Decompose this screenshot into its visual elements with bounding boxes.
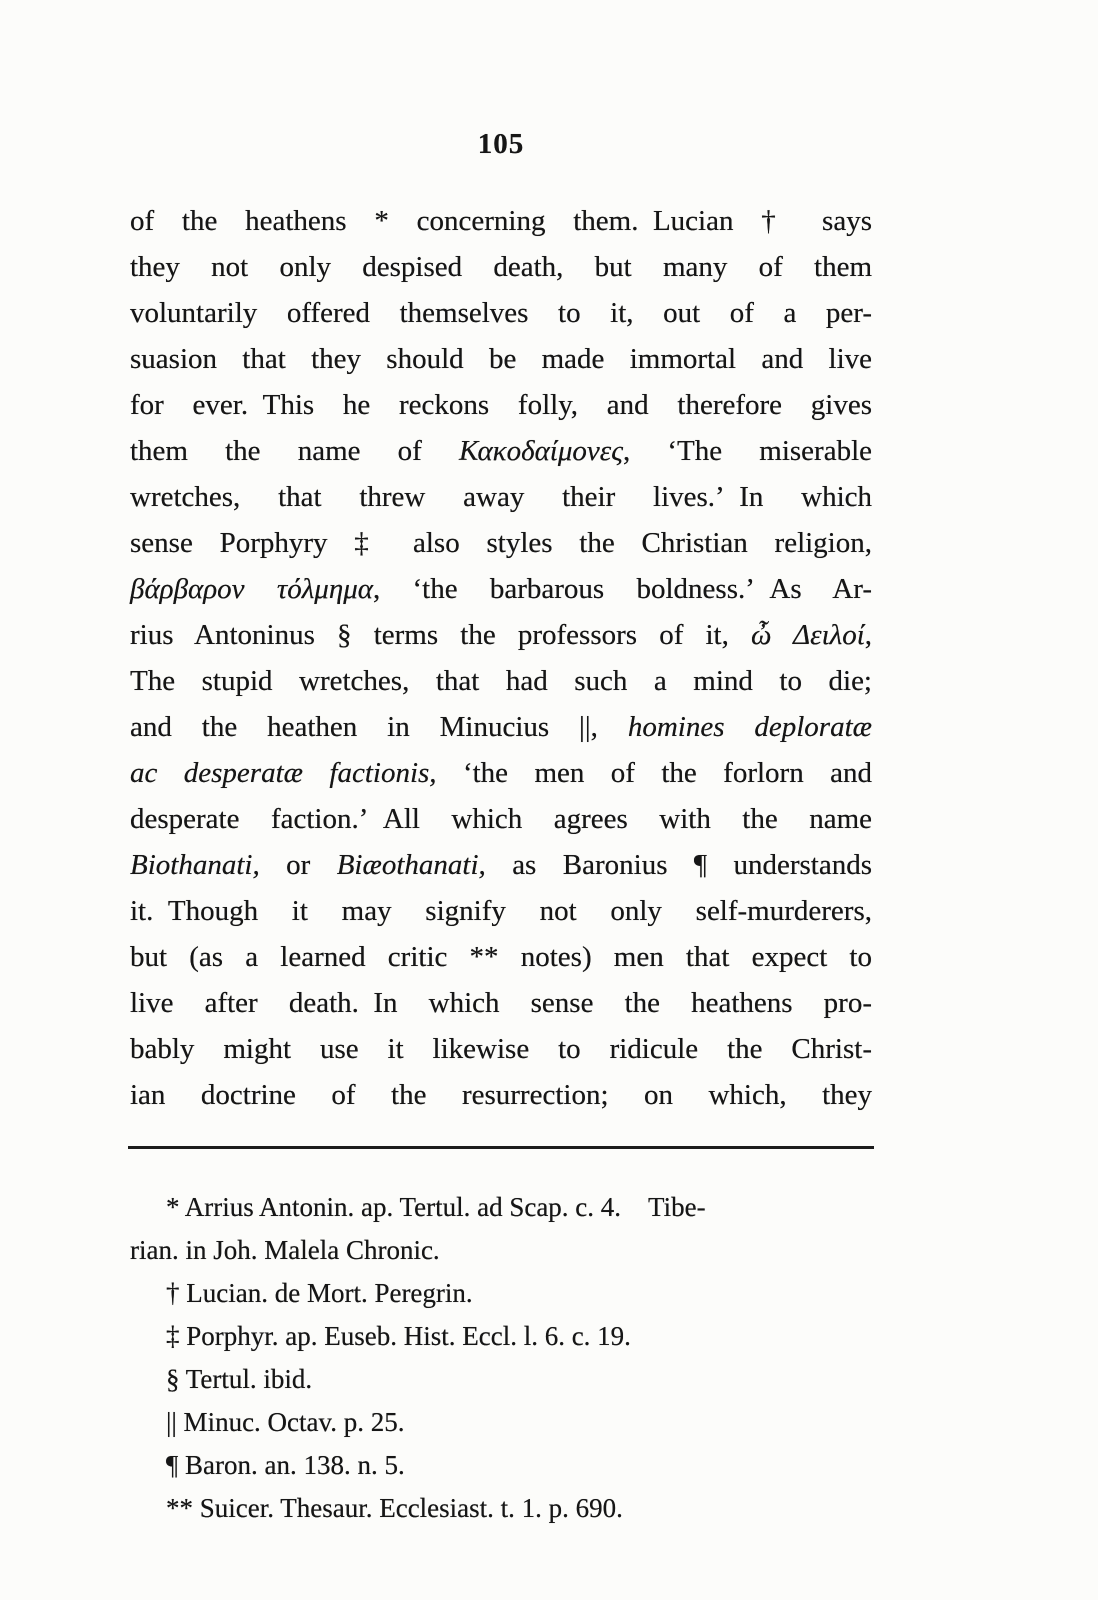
text-segment: or [259, 849, 337, 881]
footnotes [130, 1186, 872, 1530]
body-line [130, 566, 872, 612]
body-line [130, 888, 872, 934]
body-line [130, 612, 872, 658]
text-segment: of the heathens * concerning them. Lucian † says [130, 205, 872, 237]
body-line [130, 474, 872, 520]
text-segment: for ever. This he reckons folly, and therefore gives [130, 389, 872, 421]
text-segment: and the heathen in Minucius ||, [130, 711, 628, 743]
body-line [130, 198, 872, 244]
text-segment: rius Antoninus § terms the professors of it, [130, 619, 752, 651]
text-segment: , [864, 619, 873, 651]
text-segment: but (as a learned critic ** notes) men that expect to [130, 941, 872, 973]
text-segment: ian doctrine of the resurrection; on which, they [130, 1079, 872, 1111]
italic-text-segment: homines deploratæ [627, 711, 872, 743]
body-line [130, 1026, 872, 1072]
footnote-line: ‡ Porphyr. ap. Euseb. Hist. Eccl. l. 6. c. 19. [166, 1321, 631, 1351]
italic-text-segment: Biæothanati, [336, 849, 486, 881]
footnote-line: § Tertul. ibid. [166, 1364, 313, 1394]
text-segment: desperate faction.’ All which agrees with the name [130, 803, 872, 835]
text-segment: they not only despised death, but many of them [130, 251, 872, 283]
body-line [130, 336, 872, 382]
footnote-line: ** Suicer. Thesaur. Ecclesiast. t. 1. p. 690. [166, 1493, 623, 1523]
body-line [130, 290, 872, 336]
text-segment: suasion that they should be made immortal and live [130, 343, 872, 375]
text-segment: it. Though it may signify not only self-murderers, [130, 895, 872, 927]
footnote-line: † Lucian. de Mort. Peregrin. [166, 1278, 473, 1308]
body-line [130, 750, 872, 796]
body-line [130, 658, 872, 704]
italic-text-segment: ac desperatæ factionis, [130, 757, 437, 789]
body-text [130, 198, 872, 1118]
footnote-line: * Arrius Antonin. ap. Tertul. ad Scap. c. 4. Tibe- [166, 1192, 706, 1222]
text-segment: as Baronius ¶ understands [485, 849, 872, 881]
text-segment: , ‘The miserable [622, 435, 872, 467]
text-segment: ‘the men of the forlorn and [436, 757, 872, 789]
text-segment: , ‘the barbarous boldness.’ As Ar- [372, 573, 872, 605]
body-line [130, 382, 872, 428]
text-segment: sense Porphyry ‡ also styles the Christian religion, [130, 527, 872, 559]
text-segment: live after death. In which sense the heathens pro- [130, 987, 872, 1019]
footnote-line: ¶ Baron. an. 138. n. 5. [166, 1450, 405, 1480]
footnote-line: || Minuc. Octav. p. 25. [166, 1407, 405, 1437]
greek-text-segment: Κακοδαίμονες [458, 435, 623, 467]
text-segment: them the name of [130, 435, 459, 467]
text-segment: voluntarily offered themselves to it, out of a per- [130, 297, 872, 329]
body-line [130, 428, 872, 474]
body-line [130, 980, 872, 1026]
greek-text-segment: ὦ Δειλοί [751, 619, 865, 651]
body-line [130, 244, 872, 290]
footnote-divider [128, 1146, 874, 1149]
body-line [130, 934, 872, 980]
italic-text-segment: Biothanati, [130, 849, 260, 881]
page-number: 105 [477, 128, 525, 160]
body-line [130, 842, 872, 888]
body-line [130, 796, 872, 842]
text-segment: wretches, that threw away their lives.’ In which [130, 481, 872, 513]
text-segment: The stupid wretches, that had such a mind to die; [130, 665, 872, 697]
footnote-line: rian. in Joh. Malela Chronic. [130, 1235, 440, 1265]
body-line [130, 704, 872, 750]
body-line [130, 1072, 872, 1118]
body-line [130, 520, 872, 566]
text-segment: bably might use it likewise to ridicule the Christ- [130, 1033, 872, 1065]
greek-text-segment: βάρβαρον τόλμημα [130, 573, 373, 605]
